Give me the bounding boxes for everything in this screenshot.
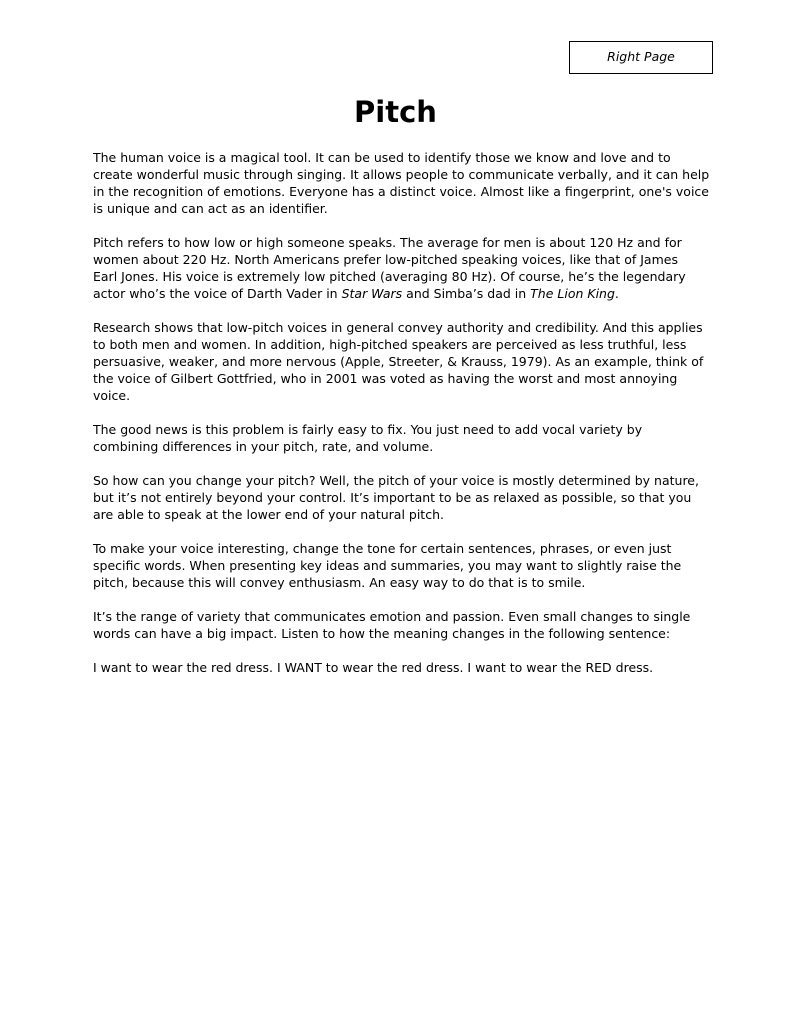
paragraph-good-news	[93, 421, 705, 455]
text-line: pitch, because this will convey enthusiasm. An easy way to do that is to smile.	[93, 575, 586, 590]
italic-title-star-wars: Star Wars	[341, 286, 403, 301]
text-line: The good news is this problem is fairly easy to fix. You just need to add vocal variety by	[93, 422, 643, 437]
text-line: The human voice is a magical tool. It can be used to identify those we know and love and to	[93, 150, 671, 165]
text-line: So how can you change your pitch? Well, the pitch of your voice is mostly determined by nature,	[93, 473, 699, 488]
paragraph-example-sentence	[93, 659, 705, 676]
italic-title-lion-king: The Lion King	[530, 286, 615, 301]
paragraph-intro	[93, 149, 710, 217]
text-line: the voice of Gilbert Gottfried, who in 2001 was voted as having the worst and most annoying	[93, 371, 678, 386]
text-line: Earl Jones. His voice is extremely low pitched (averaging 80 Hz). Of course, he’s the legendary	[93, 269, 686, 284]
text-fragment: actor who’s the voice of Darth Vader in	[93, 286, 342, 301]
text-line: It’s the range of variety that communicates emotion and passion. Even small changes to single	[93, 609, 691, 624]
text-line: but it’s not entirely beyond your control. It’s important to be as relaxed as possible, so that you	[93, 490, 692, 505]
text-line: are able to speak at the lower end of your natural pitch.	[93, 507, 444, 522]
text-line: in the recognition of emotions. Everyone has a distinct voice. Almost like a fingerprint, one's voice	[93, 184, 709, 199]
paragraph-interesting-voice	[93, 540, 705, 591]
page-title: Pitch	[354, 95, 437, 129]
text-line: To make your voice interesting, change the tone for certain sentences, phrases, or even just	[93, 541, 672, 556]
document-body	[93, 149, 710, 676]
paragraph-research	[93, 319, 705, 404]
text-line: is unique and can act as an identifier.	[93, 201, 328, 216]
text-line: words can have a big impact. Listen to how the meaning changes in the following sentence:	[93, 626, 671, 641]
paragraph-range-variety	[93, 608, 705, 642]
text-line: women about 220 Hz. North Americans prefer low-pitched speaking voices, like that of James	[93, 252, 678, 267]
text-fragment: and Simba’s dad in	[402, 286, 531, 301]
text-line: combining differences in your pitch, rate, and volume.	[93, 439, 434, 454]
text-line: to both men and women. In addition, high-pitched speakers are perceived as less truthful, less	[93, 337, 687, 352]
paragraph-change-pitch	[93, 472, 705, 523]
paragraph-pitch-definition	[93, 234, 705, 302]
text-line: I want to wear the red dress. I WANT to wear the red dress. I want to wear the RED dress.	[93, 660, 654, 675]
text-line-mixed	[93, 286, 619, 301]
text-line: persuasive, weaker, and more nervous (Apple, Streeter, & Krauss, 1979). As an example, think of	[93, 354, 704, 369]
text-line: create wonderful music through singing. It allows people to communicate verbally, and it can help	[93, 167, 710, 182]
text-line: specific words. When presenting key ideas and summaries, you may want to slightly raise the	[93, 558, 682, 573]
text-line: voice.	[93, 388, 131, 403]
text-fragment: .	[614, 286, 619, 301]
page-label-text: Right Page	[607, 49, 675, 64]
page-label-box	[569, 41, 713, 74]
text-line: Pitch refers to how low or high someone speaks. The average for men is about 120 Hz and for	[93, 235, 682, 250]
text-line: Research shows that low-pitch voices in general convey authority and credibility. And this applies	[93, 320, 703, 335]
